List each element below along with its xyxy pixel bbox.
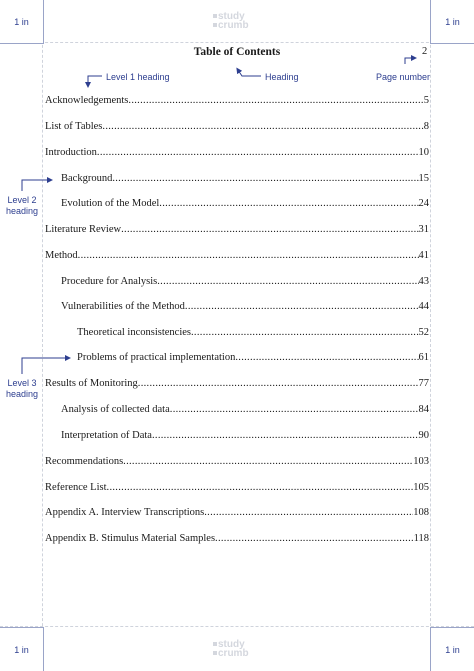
logo-mark-icon [213,23,217,27]
left-margin-guide [42,0,43,671]
toc-entry-interpretation-of-data[interactable]: Interpretation of Data ..... 90 [61,430,429,444]
right-margin-guide [430,0,431,671]
annotation-heading: Heading [265,72,299,82]
toc-entry-introduction[interactable]: Introduction ..... 10 [45,147,429,161]
arrow-icon-level3 [22,358,68,374]
toc-entry-acknowledgements[interactable]: Acknowledgements ..... 5 [45,95,429,109]
toc-entry-method[interactable]: Method ..... 41 [45,250,429,264]
annotation-page-number: Page number [376,72,431,82]
margin-label-top-left: 1 in [0,0,44,44]
annotation-level2-heading: Level 2 heading [5,195,39,216]
studycrumb-logo-top: study crumb [213,12,263,30]
arrow-icon-heading [238,70,261,76]
toc-entry-procedure-for-analysis[interactable]: Procedure for Analysis ..... 43 [61,276,429,290]
toc-entry-results-of-monitoring[interactable]: Results of Monitoring ..... 77 [45,378,429,392]
margin-label-bottom-right: 1 in [430,627,474,671]
toc-entry-evolution-of-the-model[interactable]: Evolution of the Model ..... 24 [61,198,429,212]
arrow-icon-level1 [88,76,102,85]
arrow-icon-page-number [405,58,414,64]
top-margin-guide [0,42,474,43]
toc-entry-problems-of-practical-implementation[interactable]: Problems of practical implementation ..... 61 [77,352,429,366]
annotation-level1-heading: Level 1 heading [106,72,170,82]
toc-entry-analysis-of-collected-data[interactable]: Analysis of collected data ..... 84 [61,404,429,418]
toc-entry-list-of-tables[interactable]: List of Tables ..... 8 [45,121,429,135]
toc-title: Table of Contents [193,46,281,58]
toc-entry-appendix-a[interactable]: Appendix A. Interview Transcriptions ..... 108 [45,507,429,521]
page-number: 2 [422,46,428,57]
logo-mark-icon [213,14,217,18]
margin-label-bottom-left: 1 in [0,627,44,671]
toc-entry-theoretical-inconsistencies[interactable]: Theoretical inconsistencies ..... 52 [77,327,429,341]
toc-entry-appendix-b[interactable]: Appendix B. Stimulus Material Samples ..... 118 [45,533,429,547]
logo-mark-icon [213,651,217,655]
logo-mark-icon [213,642,217,646]
arrow-icon-level2 [22,180,50,191]
toc-entry-literature-review[interactable]: Literature Review ..... 31 [45,224,429,238]
bottom-margin-guide [0,626,474,627]
toc-entry-background[interactable]: Background ..... 15 [61,173,429,187]
studycrumb-logo-bottom: study crumb [213,640,263,658]
margin-label-top-right: 1 in [430,0,474,44]
toc-entry-recommendations[interactable]: Recommendations ..... 103 [45,456,429,470]
annotation-level3-heading: Level 3 heading [5,378,39,399]
toc-entry-reference-list[interactable]: Reference List ..... 105 [45,482,429,496]
toc-entry-vulnerabilities-of-the-method[interactable]: Vulnerabilities of the Method ..... 44 [61,301,429,315]
